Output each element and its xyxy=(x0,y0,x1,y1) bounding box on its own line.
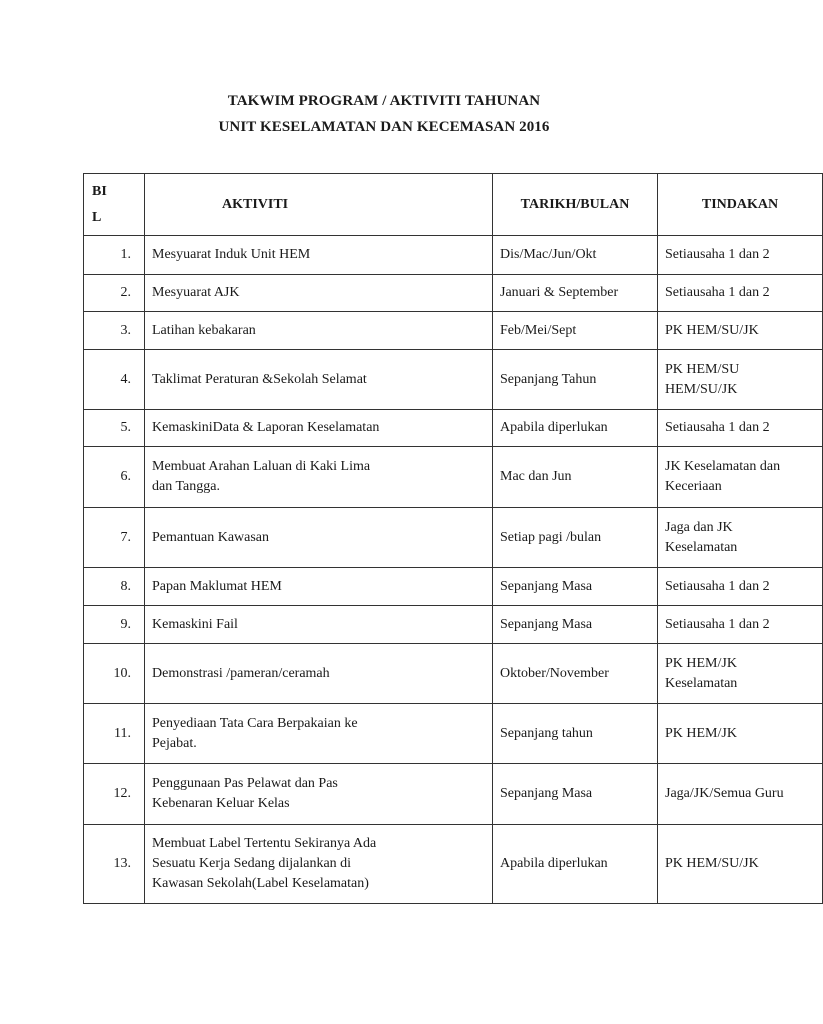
tindakan-cell xyxy=(658,275,823,312)
tindakan-cell xyxy=(658,644,823,704)
aktiviti-cell xyxy=(145,447,493,508)
table-row xyxy=(84,447,823,508)
table-row xyxy=(84,644,823,704)
row-number: 13. xyxy=(84,825,145,904)
tindakan-cell-line: Setiausaha 1 dan 2 xyxy=(665,285,770,300)
tarikh-cell-line: Sepanjang Tahun xyxy=(500,371,597,387)
header-bil xyxy=(84,174,145,236)
aktiviti-cell-line: Taklimat Peraturan &Sekolah Selamat xyxy=(152,371,367,387)
tindakan-cell-line: PK HEM/SU xyxy=(665,361,740,377)
table-row xyxy=(84,275,823,312)
tarikh-cell xyxy=(493,275,658,312)
aktiviti-cell-line: Mesyuarat AJK xyxy=(152,285,240,300)
tindakan-cell-line: JK Keselamatan dan xyxy=(665,459,781,474)
aktiviti-cell-line: Pemantuan Kawasan xyxy=(152,529,270,545)
aktiviti-cell xyxy=(145,508,493,568)
row-number: 6. xyxy=(84,447,145,508)
table-header-row xyxy=(84,174,823,236)
tindakan-cell xyxy=(658,236,823,275)
tarikh-cell-line: Sepanjang tahun xyxy=(500,725,593,741)
aktiviti-cell-line: Pejabat. xyxy=(152,735,197,751)
table-row xyxy=(84,568,823,606)
tindakan-cell xyxy=(658,764,823,825)
tindakan-cell xyxy=(658,704,823,764)
tarikh-cell-line: Oktober/November xyxy=(500,665,609,681)
document-subtitle: UNIT KESELAMATAN DAN KECEMASAN 2016 xyxy=(218,119,550,135)
row-number: 5. xyxy=(84,410,145,447)
aktiviti-cell xyxy=(145,350,493,410)
header-aktiviti: AKTIVITI xyxy=(145,174,493,236)
table-row xyxy=(84,410,823,447)
aktiviti-cell xyxy=(145,606,493,644)
table-row xyxy=(84,508,823,568)
tarikh-cell-line: Feb/Mei/Sept xyxy=(500,322,577,338)
tindakan-cell xyxy=(658,312,823,350)
aktiviti-cell xyxy=(145,236,493,275)
aktiviti-cell-line: Latihan kebakaran xyxy=(152,322,256,338)
aktiviti-cell-line: Demonstrasi /pameran/ceramah xyxy=(152,665,330,681)
header-bil-line2: L xyxy=(92,209,102,225)
tarikh-cell-line: Sepanjang Masa xyxy=(500,786,593,801)
tindakan-cell xyxy=(658,568,823,606)
document-title: TAKWIM PROGRAM / AKTIVITI TAHUNAN xyxy=(227,93,541,109)
tindakan-cell-line: Keselamatan xyxy=(665,539,738,555)
header-tindakan: TINDAKAN xyxy=(658,174,823,236)
tarikh-cell-line: Sepanjang Masa xyxy=(500,578,593,594)
aktiviti-cell-line: Penyediaan Tata Cara Berpakaian ke xyxy=(152,715,358,731)
aktiviti-cell xyxy=(145,568,493,606)
tarikh-cell xyxy=(493,704,658,764)
tindakan-cell xyxy=(658,410,823,447)
tarikh-cell-line: Dis/Mac/Jun/Okt xyxy=(500,247,597,262)
tindakan-cell xyxy=(658,447,823,508)
tarikh-cell-line: Setiap pagi /bulan xyxy=(500,529,602,545)
tarikh-cell xyxy=(493,350,658,410)
tarikh-cell xyxy=(493,312,658,350)
tindakan-cell xyxy=(658,508,823,568)
aktiviti-cell xyxy=(145,704,493,764)
row-number: 2. xyxy=(84,275,145,312)
tindakan-cell-line: Setiausaha 1 dan 2 xyxy=(665,578,770,594)
row-number: 3. xyxy=(84,312,145,350)
aktiviti-cell-line: Mesyuarat Induk Unit HEM xyxy=(152,247,311,262)
tindakan-cell-line: Keselamatan xyxy=(665,675,738,691)
table-row xyxy=(84,236,823,275)
tarikh-cell-line: Januari & September xyxy=(500,285,619,300)
tindakan-cell-line: PK HEM/SU/JK xyxy=(665,856,759,871)
tarikh-cell-line: Apabila diperlukan xyxy=(500,420,608,435)
aktiviti-cell-line: KemaskiniData & Laporan Keselamatan xyxy=(152,420,380,435)
tindakan-cell-line: PK HEM/JK xyxy=(665,655,737,671)
tindakan-cell-line: HEM/SU/JK xyxy=(665,381,738,397)
tindakan-cell-line: Setiausaha 1 dan 2 xyxy=(665,616,770,632)
aktiviti-cell-line: Kawasan Sekolah(Label Keselamatan) xyxy=(152,876,369,891)
aktiviti-cell-line: Membuat Arahan Laluan di Kaki Lima xyxy=(152,459,371,474)
tarikh-cell xyxy=(493,825,658,904)
tindakan-cell xyxy=(658,606,823,644)
tarikh-cell-line: Mac dan Jun xyxy=(500,469,572,484)
table-row xyxy=(84,704,823,764)
tarikh-cell xyxy=(493,236,658,275)
header-bil-line1: BI xyxy=(92,183,107,199)
aktiviti-cell-line: Papan Maklumat HEM xyxy=(152,578,282,594)
tindakan-cell-line: Jaga dan JK xyxy=(665,519,733,535)
tarikh-cell xyxy=(493,606,658,644)
table-row xyxy=(84,764,823,825)
tarikh-cell-line: Sepanjang Masa xyxy=(500,616,593,632)
tarikh-cell-line: Apabila diperlukan xyxy=(500,856,608,871)
row-number: 9. xyxy=(84,606,145,644)
aktiviti-cell-line: Kemaskini Fail xyxy=(152,616,238,632)
row-number: 7. xyxy=(84,508,145,568)
tarikh-cell xyxy=(493,410,658,447)
aktiviti-cell-line: Penggunaan Pas Pelawat dan Pas xyxy=(152,776,338,791)
row-number: 1. xyxy=(84,236,145,275)
row-number: 10. xyxy=(84,644,145,704)
table-row xyxy=(84,825,823,904)
tarikh-cell xyxy=(493,764,658,825)
tindakan-cell-line: Setiausaha 1 dan 2 xyxy=(665,420,770,435)
aktiviti-cell xyxy=(145,410,493,447)
row-number: 11. xyxy=(84,704,145,764)
aktiviti-cell-line: dan Tangga. xyxy=(152,479,220,494)
aktiviti-cell-line: Membuat Label Tertentu Sekiranya Ada xyxy=(152,836,377,851)
row-number: 12. xyxy=(84,764,145,825)
aktiviti-cell xyxy=(145,825,493,904)
tindakan-cell xyxy=(658,350,823,410)
aktiviti-cell-line: Sesuatu Kerja Sedang dijalankan di xyxy=(152,856,352,871)
tindakan-cell-line: Jaga/JK/Semua Guru xyxy=(665,786,784,801)
aktiviti-cell xyxy=(145,275,493,312)
aktiviti-cell-line: Kebenaran Keluar Kelas xyxy=(152,796,290,811)
tindakan-cell-line: PK HEM/JK xyxy=(665,725,737,741)
tarikh-cell xyxy=(493,644,658,704)
aktiviti-cell xyxy=(145,312,493,350)
table-row xyxy=(84,606,823,644)
table-row xyxy=(84,350,823,410)
tindakan-cell xyxy=(658,825,823,904)
tarikh-cell xyxy=(493,447,658,508)
table-row xyxy=(84,312,823,350)
tarikh-cell xyxy=(493,568,658,606)
aktiviti-cell xyxy=(145,764,493,825)
activity-table xyxy=(83,173,823,904)
table-body xyxy=(84,236,823,904)
tarikh-cell xyxy=(493,508,658,568)
header-tarikh: TARIKH/BULAN xyxy=(493,174,658,236)
row-number: 4. xyxy=(84,350,145,410)
tindakan-cell-line: PK HEM/SU/JK xyxy=(665,322,759,338)
tindakan-cell-line: Setiausaha 1 dan 2 xyxy=(665,247,770,262)
row-number: 8. xyxy=(84,568,145,606)
tindakan-cell-line: Keceriaan xyxy=(665,479,722,494)
aktiviti-cell xyxy=(145,644,493,704)
